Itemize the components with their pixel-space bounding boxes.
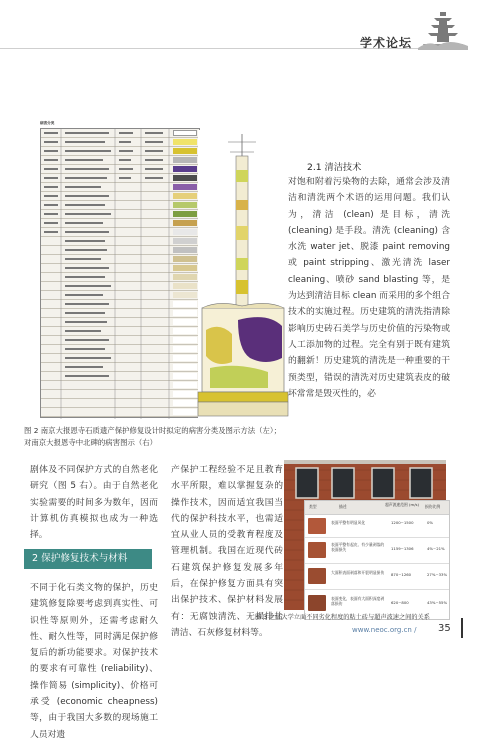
fig3-table — [304, 500, 450, 620]
fig3-row1-ratio: 0% — [427, 520, 434, 525]
pagoda-logo-icon — [418, 10, 468, 50]
figure2-caption-line1: 图 2 南京大报恩寺石质遗产保护修复设计时拟定的病害分类及图示方法（左）； — [24, 426, 281, 435]
fig3-row2-ratio: 4%~21% — [427, 546, 445, 551]
fig2-table-header: 病害分类 — [40, 121, 55, 125]
fig3-row3-range: 870~1260 — [391, 572, 412, 577]
fig3-th-ratio: 损伤比例 — [425, 504, 441, 509]
fig3-row2-range: 1159~1306 — [391, 546, 414, 551]
fig3-th-type: 类型 — [309, 504, 317, 509]
section-2-1-heading: 2.1 清洁技术 — [307, 162, 362, 173]
fig3-row2-desc: 表面平整有起皮、有少量剥落的表面损失 — [331, 542, 385, 552]
footer-url[interactable] — [352, 626, 416, 634]
fig3-th-desc: 描述 — [339, 504, 347, 509]
footer-bar — [461, 618, 463, 638]
fig3-brick-sample-2 — [308, 542, 326, 558]
fig3-row4-ratio: 43%~55% — [427, 600, 448, 605]
fig2-table-lines-icon — [41, 129, 201, 419]
section-2-heading: 2 保护修复技术与材料 — [24, 549, 152, 569]
fig3-row1-range: 1200~1500 — [391, 520, 414, 525]
column2-paragraph: 产保护工程经验不足且教育水平所限，难以掌握复杂的操作技术，因而适宜我国当代的保护科技水平，也需适宜从业人员的受教育程度及管理机制。我国在近现代砖石建筑保护修复发展多年后，在保护修复方面具有突出保护技术、保护材料发展有：无腐蚀清洗、无损排盐清洁、石灰修复材料等。 — [171, 465, 283, 638]
column1-top-paragraph: 剧体及不同保护方式的自然老化研究（图 5 右）。由于自然老化实验需要的时间多为数年，因而计算机仿真模拟也成为一种选择。 — [30, 465, 158, 541]
column1-bottom-paragraph: 不同于化石类文物的保护，历史建筑修复除要考虑到真实性、可识性等原则外，还需考虑耐久性、耐久性等，同时满足保护修复后的新功能要求。对保护技术的要求有可靠性 (reliability)、操作简易 (simplicity)、价格可承受 (economic cheapness) 等，由于我国大多数的现场施工人员对遗 — [30, 583, 158, 740]
header-rule — [0, 48, 420, 49]
fig3-brick-sample-1 — [308, 518, 326, 534]
footer-url-text: www.neoc.org.cn — [352, 626, 412, 634]
fig3-row3-ratio: 27%~33% — [427, 572, 448, 577]
fig3-row3-desc: 大面积表面剥落和开裂明显损伤 — [331, 570, 385, 575]
figure2-caption-line2: 对南京大报恩寺中北碑的病害图示（右） — [24, 438, 158, 447]
fig2-stele-diagram — [198, 130, 288, 420]
fig3-row1-desc: 表面平整有明显风化 — [331, 520, 366, 525]
fig2-legend-table — [40, 128, 200, 418]
section-tag: 学术论坛 — [360, 36, 413, 50]
footer-separator: / — [414, 626, 417, 634]
fig3-brick-sample-4 — [308, 595, 326, 611]
page-number: 35 — [438, 623, 451, 634]
fig3-brick-sample-3 — [308, 568, 326, 584]
fig3-row4-desc: 表面变化，表面有大面积深度剥落损伤 — [331, 596, 385, 606]
fig3-th-range: 超声波速范围 (m/s) — [385, 502, 419, 507]
section-2-1-body: 对饱和附着污染物的去除，通常会涉及清洁和清洗两个术语的运用问题。我们认为，清洁 (clean) 是目标，清洗 (cleaning) 是手段。清洗 (cleaning) 含水洗 water jet、脱漆 paint removing 或 paint stripping、激光清洗 laser cleaning、喷砂 sand blasting 等，是为达到清洁目标 clean 而采用的多个组合技术的实施过程。历史建筑的清洗指清除影响历史砖石美学与历史价值的污染物或人工添加物的过程。完全有别于既有建筑的翻新！历史建筑的清洗是一种重要的干预类型，错误的清洗对历史建筑表皮的破坏常常是毁灭性的，必 — [288, 177, 450, 399]
fig3-row4-range: 620~800 — [391, 600, 409, 605]
figure3-caption: 图 3 之江大学立面不同劣化程度的粘土砖与超声波速之间的关系 — [255, 614, 430, 621]
